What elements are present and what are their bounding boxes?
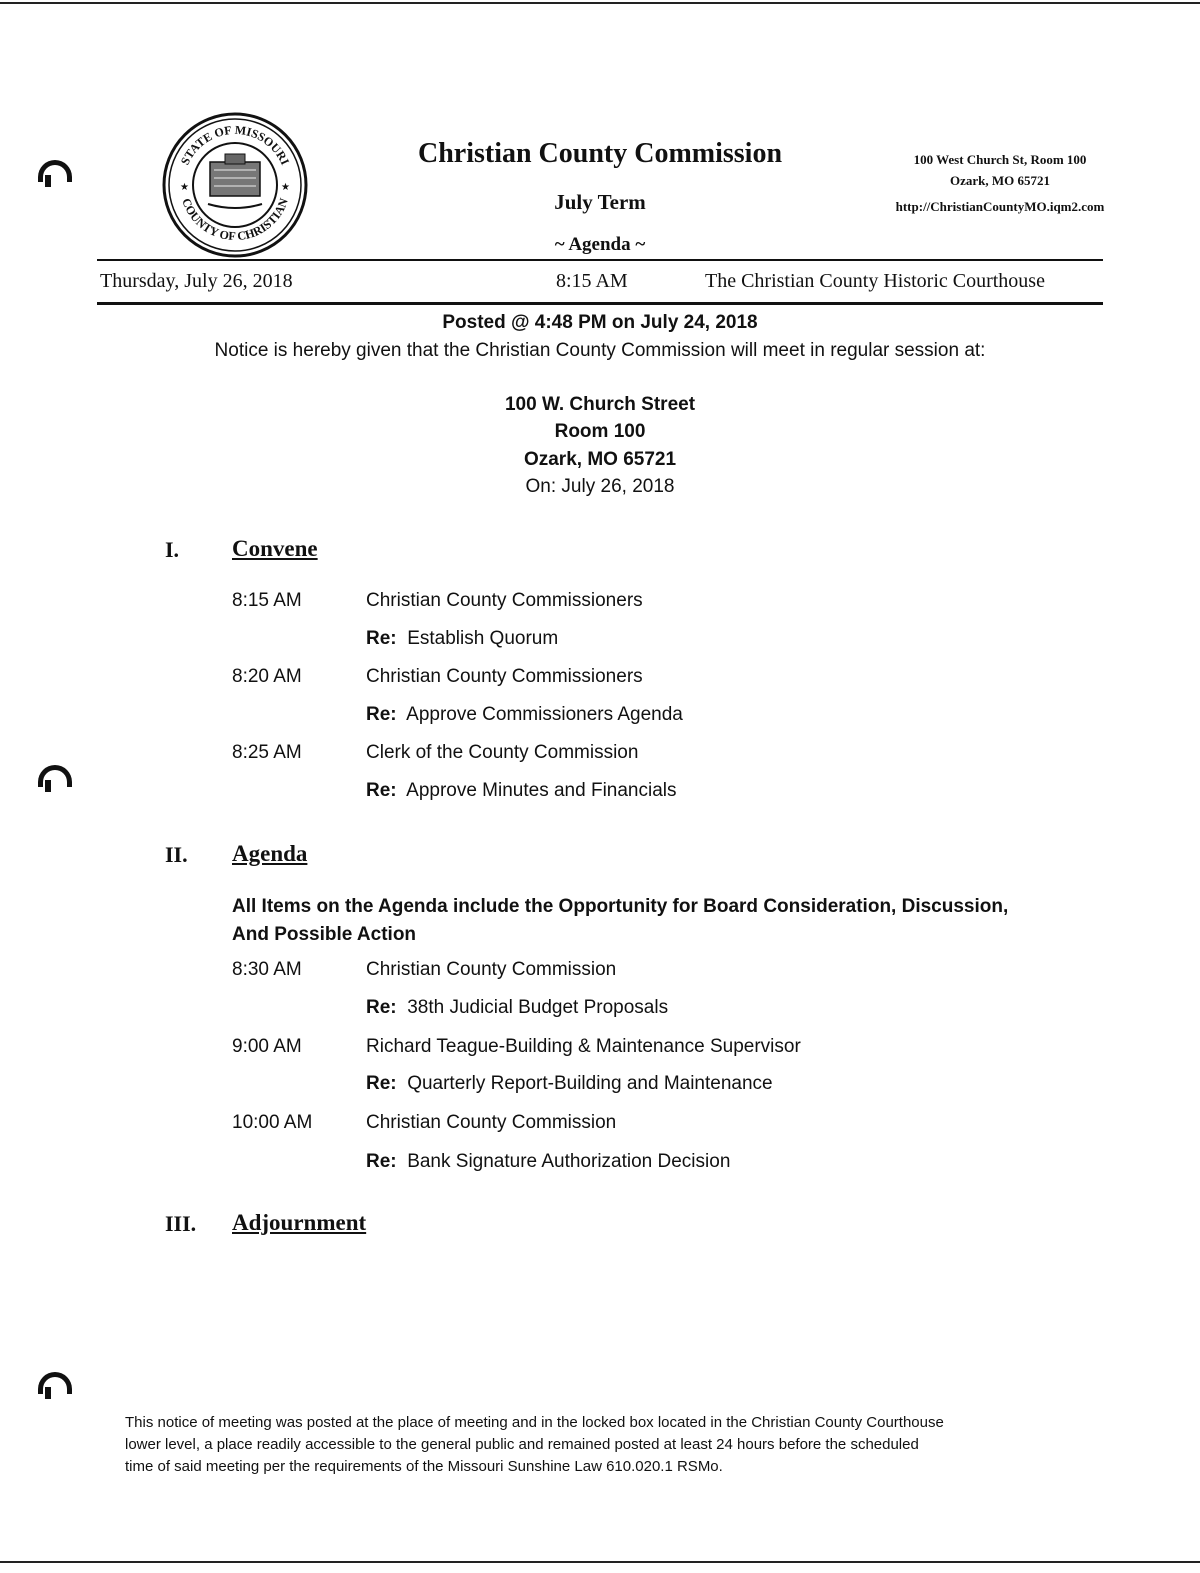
item-subject-text: Bank Signature Authorization Decision: [407, 1151, 731, 1172]
county-seal: [162, 112, 308, 258]
venue-line-2: Room 100: [554, 421, 646, 442]
re-label: Re:: [366, 780, 397, 801]
venue-line-3: Ozark, MO 65721: [523, 449, 677, 470]
disclaimer-line-1: This notice of meeting was posted at the place of meeting and in the locked box located in the Christian County Courthouse: [125, 1414, 944, 1431]
re-label: Re:: [366, 704, 397, 725]
agenda-note: [232, 893, 1032, 949]
item-time: 9:00 AM: [232, 1036, 302, 1057]
item-time: 8:25 AM: [232, 742, 302, 763]
item-presenter: Christian County Commission: [366, 1112, 617, 1133]
section-3-title: Adjournment: [232, 1210, 367, 1235]
disclaimer-line-3: time of said meeting per the requirements of the Missouri Sunshine Law 610.020.1 RSMo.: [125, 1458, 723, 1475]
item-presenter: Clerk of the County Commission: [366, 742, 639, 763]
page-title: Christian County Commission: [417, 138, 783, 169]
section-2-number: II.: [165, 842, 188, 867]
courthouse-icon: [208, 154, 262, 208]
item-subject: [366, 628, 558, 650]
item-subject-text: Quarterly Report-Building and Maintenance: [407, 1073, 773, 1094]
seal-text-top: STATE OF MISSOURI: [177, 122, 293, 168]
meeting-time: 8:15 AM: [556, 270, 628, 292]
re-label: Re:: [366, 997, 397, 1018]
item-time: 10:00 AM: [232, 1112, 313, 1133]
re-label: Re:: [366, 1151, 397, 1172]
item-presenter: Richard Teague-Building & Maintenance Supervisor: [366, 1036, 801, 1057]
re-label: Re:: [366, 628, 397, 649]
item-subject: [366, 1073, 773, 1095]
agenda-note-line-2: And Possible Action: [232, 924, 417, 945]
agenda-note-line-1: All Items on the Agenda include the Opportunity for Board Consideration, Discussion,: [232, 896, 1009, 917]
punch-hole-middle: [38, 765, 72, 787]
dateline-rule: [97, 302, 1103, 305]
item-time: 8:30 AM: [232, 959, 302, 980]
re-label: Re:: [366, 1073, 397, 1094]
item-subject-text: Establish Quorum: [407, 628, 559, 649]
item-presenter: Christian County Commission: [366, 959, 617, 980]
section-3-number: III.: [165, 1211, 197, 1236]
item-time: 8:20 AM: [232, 666, 302, 687]
punch-hole-bottom: [38, 1372, 72, 1394]
venue-date: On: July 26, 2018: [525, 476, 675, 497]
disclaimer-line-2: lower level, a place readily accessible to the general public and remained posted at least 24 hours before the scheduled: [125, 1436, 919, 1453]
item-subject: [366, 1151, 730, 1173]
svg-text:COUNTY OF CHRISTIAN: [179, 196, 291, 243]
item-time: 8:15 AM: [232, 590, 302, 611]
header-rule: [97, 259, 1103, 261]
bottom-rule: [0, 1561, 1200, 1563]
term-label: July Term: [554, 190, 646, 214]
seal-text-bottom: COUNTY OF CHRISTIAN: [179, 196, 291, 244]
posting-disclaimer: [125, 1412, 1045, 1478]
address-line-1: 100 West Church St, Room 100: [913, 152, 1087, 167]
meeting-location: The Christian County Historic Courthouse: [705, 270, 1045, 292]
svg-text:★: ★: [180, 182, 189, 193]
item-subject: [366, 780, 677, 802]
address-line-2: Ozark, MO 65721: [949, 173, 1050, 188]
item-subject: [366, 997, 668, 1019]
website-link[interactable]: http://ChristianCountyMO.iqm2.com: [895, 199, 1105, 214]
item-subject-text: Approve Minutes and Financials: [406, 780, 677, 801]
top-rule: [0, 2, 1200, 4]
meeting-date: Thursday, July 26, 2018: [100, 270, 293, 292]
posted-notice: Posted @ 4:48 PM on July 24, 2018: [442, 312, 758, 333]
item-subject-text: 38th Judicial Budget Proposals: [407, 997, 669, 1018]
section-1-title: Convene: [232, 536, 318, 561]
punch-hole-top: [38, 160, 72, 182]
notice-intro: Notice is hereby given that the Christian County Commission will meet in regular session at:: [214, 340, 986, 361]
item-subject: [366, 704, 683, 726]
item-presenter: Christian County Commissioners: [366, 590, 643, 611]
venue-line-1: 100 W. Church Street: [504, 394, 696, 415]
section-2-title: Agenda: [232, 841, 308, 866]
item-subject-text: Approve Commissioners Agenda: [406, 704, 683, 725]
section-1-number: I.: [165, 537, 180, 562]
agenda-label: ~ Agenda ~: [554, 234, 646, 255]
svg-text:★: ★: [281, 182, 290, 193]
item-presenter: Christian County Commissioners: [366, 666, 643, 687]
